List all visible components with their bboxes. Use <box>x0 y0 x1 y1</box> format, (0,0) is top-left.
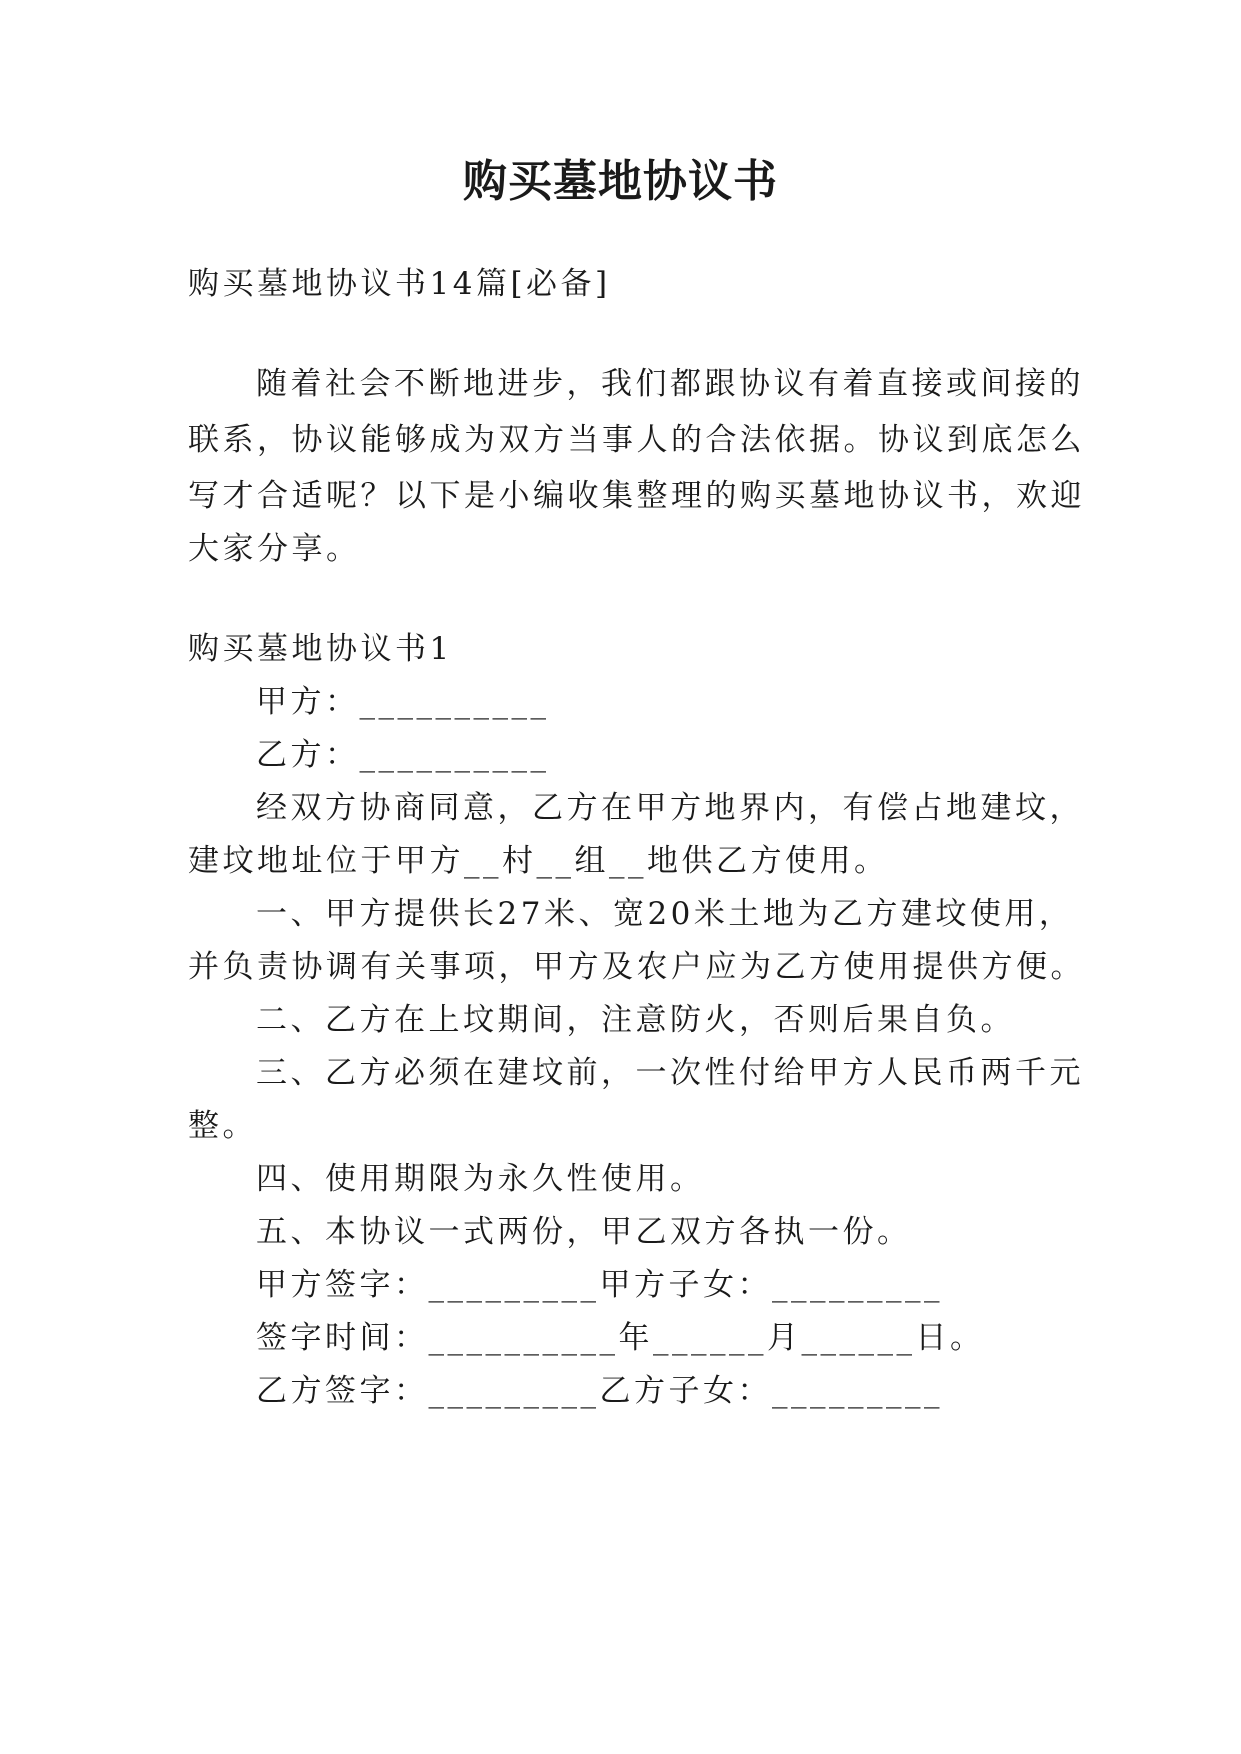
section-heading: 购买墓地协议书1 <box>188 631 453 667</box>
intro-line-4: 大家分享。 <box>188 531 361 567</box>
clause-4: 四、使用期限为永久性使用。 <box>256 1161 705 1197</box>
intro-line-1: 随着社会不断地进步，我们都跟协议有着直接或间接的 <box>256 366 1084 402</box>
agreement-paragraph-line-2: 建坟地址位于甲方__村__组__地供乙方使用。 <box>188 843 889 879</box>
clause-3-line-2: 整。 <box>188 1108 257 1144</box>
document-title: 购买墓地协议书 <box>463 156 778 207</box>
clause-1-line-1: 一、甲方提供长27米、宽20米土地为乙方建坟使用， <box>256 896 1074 932</box>
clause-3-line-1: 三、乙方必须在建坟前，一次性付给甲方人民币两千元 <box>256 1055 1084 1091</box>
party-a-line: 甲方：__________ <box>256 684 550 720</box>
intro-line-2: 联系，协议能够成为双方当事人的合法依据。协议到底怎么 <box>188 422 1085 458</box>
clause-5: 五、本协议一式两份，甲乙双方各执一份。 <box>256 1214 912 1250</box>
clause-2: 二、乙方在上坟期间，注意防火，否则后果自负。 <box>256 1002 1015 1038</box>
party-b-signature-line: 乙方签字：_________乙方子女：_________ <box>256 1373 943 1409</box>
clause-1-line-2: 并负责协调有关事项，甲方及农户应为乙方使用提供方便。 <box>188 949 1085 985</box>
party-a-signature-line: 甲方签字：_________甲方子女：_________ <box>256 1267 943 1303</box>
party-b-line: 乙方：__________ <box>256 737 550 773</box>
agreement-paragraph-line-1: 经双方协商同意，乙方在甲方地界内，有偿占地建坟， <box>256 790 1084 826</box>
intro-line-3: 写才合适呢？以下是小编收集整理的购买墓地协议书，欢迎 <box>188 478 1085 514</box>
document-subtitle: 购买墓地协议书14篇[必备] <box>188 266 611 302</box>
signature-date-line: 签字时间：__________年______月______日。 <box>256 1320 985 1356</box>
